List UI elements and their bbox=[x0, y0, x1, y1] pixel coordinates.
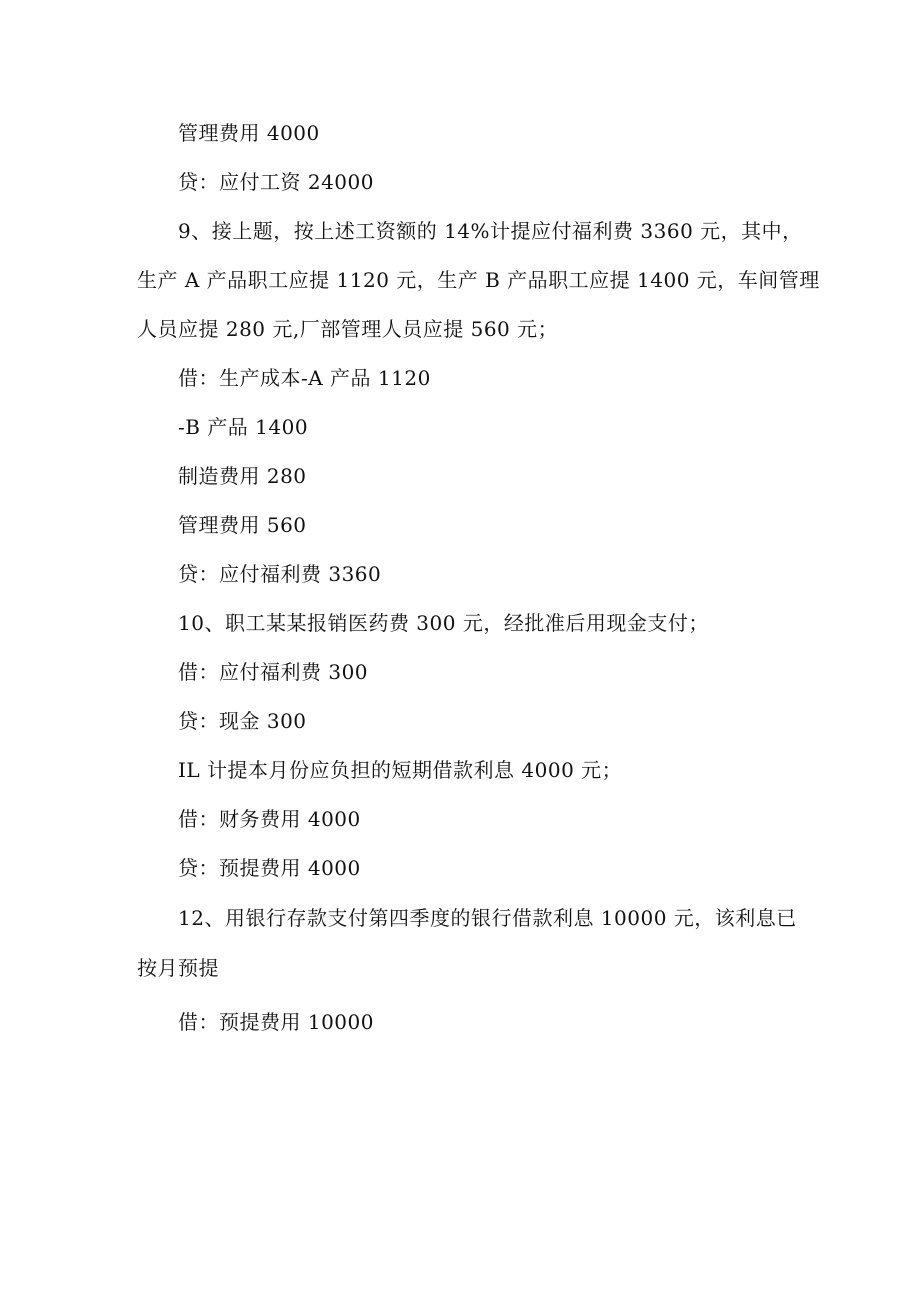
paragraph-line: 人员应提 280 元,厂部管理人员应提 560 元； bbox=[137, 317, 559, 341]
paragraph-line: 12、用银行存款支付第四季度的银行借款利息 10000 元，该利息已 bbox=[178, 906, 797, 930]
entry-line: 借：生产成本-A 产品 1120 bbox=[178, 366, 431, 390]
paragraph-line: 10、职工某某报销医药费 300 元，经批准后用现金支付； bbox=[178, 611, 709, 635]
paragraph-line: 9、接上题，按上述工资额的 14%计提应付福利费 3360 元，其中， bbox=[178, 219, 803, 243]
entry-line: 借：应付福利费 300 bbox=[178, 660, 369, 684]
entry-line: 贷：应付福利费 3360 bbox=[178, 562, 382, 586]
paragraph-line: 按月预提 bbox=[137, 956, 219, 980]
paragraph-line: IL 计提本月份应负担的短期借款利息 4000 元； bbox=[178, 758, 623, 782]
entry-line: 管理费用 4000 bbox=[178, 121, 320, 145]
entry-line: 借：财务费用 4000 bbox=[178, 807, 361, 831]
entry-line: 借：预提费用 10000 bbox=[178, 1010, 374, 1034]
entry-line: 制造费用 280 bbox=[178, 464, 307, 488]
entry-line: 贷：现金 300 bbox=[178, 709, 307, 733]
entry-line: -B 产品 1400 bbox=[178, 415, 309, 439]
entry-line: 贷：应付工资 24000 bbox=[178, 170, 374, 194]
entry-line: 贷：预提费用 4000 bbox=[178, 856, 361, 880]
entry-line: 管理费用 560 bbox=[178, 513, 307, 537]
paragraph-line: 生产 A 产品职工应提 1120 元，生产 B 产品职工应提 1400 元，车间管理 bbox=[137, 268, 820, 292]
